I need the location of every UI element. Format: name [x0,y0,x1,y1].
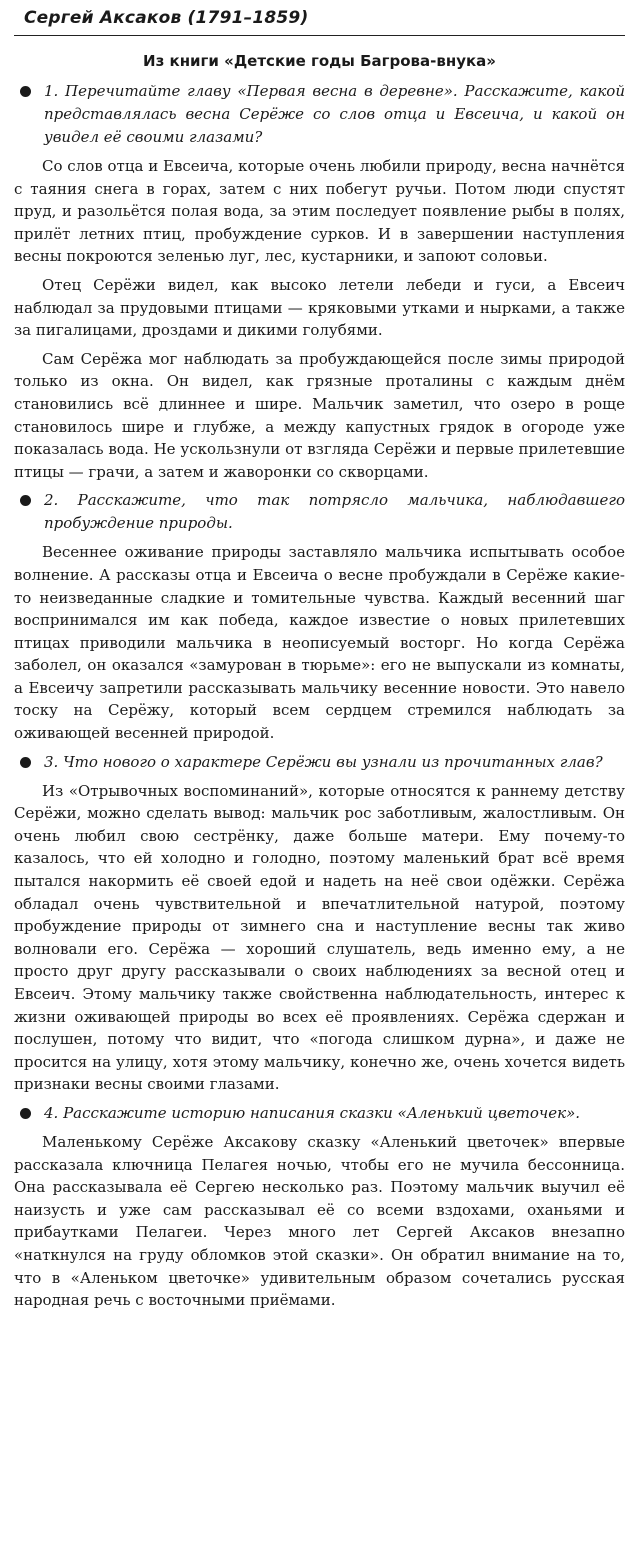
page-header [14,6,625,38]
question-text: 4. Расскажите историю написания сказки «Аленький цветочек». [44,1103,581,1122]
section-1 [14,80,625,483]
answer-paragraph: Из «Отрывочных воспоминаний», которые относятся к раннему детству Серёжи, можно сделать вывод: мальчик рос заботливым, жалостливым. Он очень любил свою сестрёнку, даже больше матери. Ему почему-то казалось, что ей холодно и голодно, поэтому маленький брат всё время пытался накормить её своей едой и надеть на неё свои одёжки. Серёжа обладал очень чувствительной и впечатлительной натурой, поэтому пробуждение природы от зимнего сна и наступление весны так живо волновали его. Серёжа — хороший слушатель, ведь именно ему, а не просто друг другу рассказывали о своих наблюдениях за весной отец и Евсеич. Этому мальчику также свойственна наблюдательность, интерес к жизни оживающей природы во всех её проявлениях. Серёжа сдержан и послушен, потому что видит, что «погода слишком дурна», и даже не просится на улицу, хотя этому мальчику, конечно же, очень хочется видеть признаки весны своими глазами. [14,781,625,1094]
bullet-icon [20,757,31,768]
question-text: 1. Перечитайте главу «Первая весна в деревне». Расскажите, какой представлялась весна Серёже со слов отца и Евсеича, и какой он увидел её своими глазами? [44,82,625,146]
question-4 [14,1102,625,1125]
header-rule [14,35,625,36]
book-title: Из книги «Детские годы Багрова-внука» [143,52,496,70]
answer-paragraph: Сам Серёжа мог наблюдать за пробуждающейся после зимы природой только из окна. Он видел, как грязные проталины с каждым днём становились всё длиннее и шире. Мальчик заметил, что озеро в роще становилось шире и глубже, а между капустных грядок в огороде уже показалась вода. Не ускользнули от взгляда Серёжи и первые прилетевшие птицы — грачи, а затем и жаворонки со скворцами. [14,349,625,481]
question-1 [14,80,625,149]
bullet-icon [20,1108,31,1119]
section-2 [14,489,625,744]
author-heading: Сергей Аксаков (1791–1859) [24,8,309,28]
question-text: 3. Что нового о характере Серёжи вы узнали из прочитанных глав? [44,752,603,771]
bullet-icon [20,86,31,97]
section-4 [14,1102,625,1312]
answer-paragraph: Со слов отца и Евсеича, которые очень любили природу, весна начнётся с таяния снега в горах, затем с них побегут ручьи. Потом люди спустят пруд, и разольётся полая вода, за этим последует появление рыбы в полях, прилёт летних птиц, пробуждение сурков. И в завершении наступления весны покроются зеленью луг, лес, кустарники, и запоют соловьи. [14,157,625,266]
bullet-icon [20,495,31,506]
question-2 [14,489,625,535]
answer-paragraph: Маленькому Серёже Аксакову сказку «Аленький цветочек» впервые рассказала ключница Пелагея ночью, чтобы его не мучила бессонница. Она рассказывала её Сергею несколько раз. Поэтому мальчик выучил её наизусть и уже сам рассказывал её со всеми вздохами, оханьями и прибаутками Пелагеи. Через много лет Сергей Аксаков внезапно «наткнулся на груду обломков этой сказки». Он обратил внимание на то, что в «Аленьком цветочке» удивительным образом сочетались русская народная речь с восточными приёмами. [14,1132,625,1310]
section-3 [14,751,625,1096]
answer-paragraph: Весеннее оживание природы заставляло мальчика испытывать особое волнение. А рассказы отца и Евсеича о весне пробуждали в Серёже какие-то неизведанные сладкие и томительные чувства. Каждый весенний шаг воспринимался им как победа, каждое известие о новых прилетевших птицах приводили мальчика в неописуемый восторг. Но когда Серёжа заболел, он оказался «замурован в тюрьме»: его не выпускали из комнаты, а Евсеичу запретили рассказывать мальчику весенние новости. Это навело тоску на Серёжу, который всем сердцем стремился наблюдать за оживающей весенней природой. [14,543,625,743]
question-text: 2. Расскажите, что так потрясло мальчика, наблюдавшего пробуждение природы. [44,491,625,533]
answer-paragraph: Отец Серёжи видел, как высоко летели лебеди и гуси, а Евсеич наблюдал за прудовыми птицами — кряковыми утками и нырками, а также за пигалицами, дроздами и дикими голубями. [14,275,625,340]
question-3 [14,751,625,774]
